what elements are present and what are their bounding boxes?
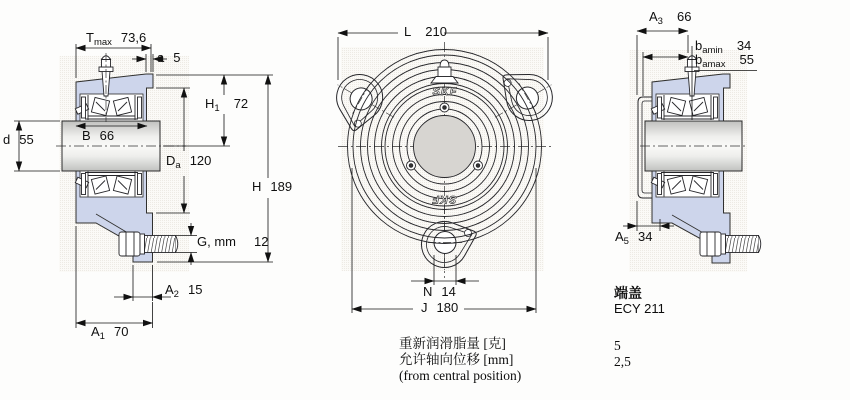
- dim-label-h: H 189: [252, 179, 293, 194]
- flange-bolt: [119, 232, 178, 256]
- skf-logo-bottom: SKF: [431, 193, 457, 205]
- bearing-cavity-bottom-right: [656, 171, 719, 197]
- bearing-cavity-bottom: [80, 171, 143, 197]
- note-regrease-label: 重新润滑脂量 [克]: [399, 336, 506, 351]
- dim-label-b-width: B 66: [82, 128, 115, 143]
- end-cover-part-number: ECY 211: [614, 301, 665, 316]
- note-axial-displacement-value: 2,5: [614, 354, 631, 369]
- dim-label-tmax: $T_{max}$ 73,6: [86, 30, 147, 48]
- left-section-view: [14, 44, 273, 328]
- note-regrease-value: 5: [614, 338, 621, 353]
- dim-label-a1: $A_1$ 70: [91, 324, 129, 342]
- dim-label-l: L 210: [404, 24, 447, 39]
- end-cover-label: 端盖: [614, 287, 642, 302]
- dim-label-a: a 5: [157, 50, 181, 65]
- shaft-bore: [414, 116, 476, 178]
- dim-label-g: G, mm 12: [197, 234, 269, 249]
- dim-label-a5: $A_5$ 34: [615, 229, 653, 247]
- dim-label-n: N 14: [423, 284, 456, 299]
- dim-label-a2: $A_2$ 15: [165, 282, 203, 300]
- bearing-cavity-top-right: [656, 94, 719, 121]
- note-central-position: (from central position): [399, 368, 522, 383]
- flange-bolt-right: [700, 232, 761, 256]
- dim-label-da: $D_a$ 120: [166, 153, 212, 171]
- dim-label-a3: $A_3$ 66: [649, 9, 692, 27]
- bearing-cavity-top: [80, 94, 143, 121]
- dim-label-bamin: $b_{amin}$ 34: [695, 38, 752, 56]
- skf-logo: SKF: [432, 86, 458, 98]
- dim-label-j: J 180: [421, 300, 459, 315]
- dim-label-bamax: $b_{amax}$ 55: [695, 52, 754, 70]
- dim-label-h1: $H_1$ 72: [205, 96, 249, 114]
- dim-label-d: d 55: [3, 132, 34, 147]
- front-view: [322, 33, 563, 313]
- note-axial-displacement-label: 允许轴向位移 [mm]: [399, 352, 514, 367]
